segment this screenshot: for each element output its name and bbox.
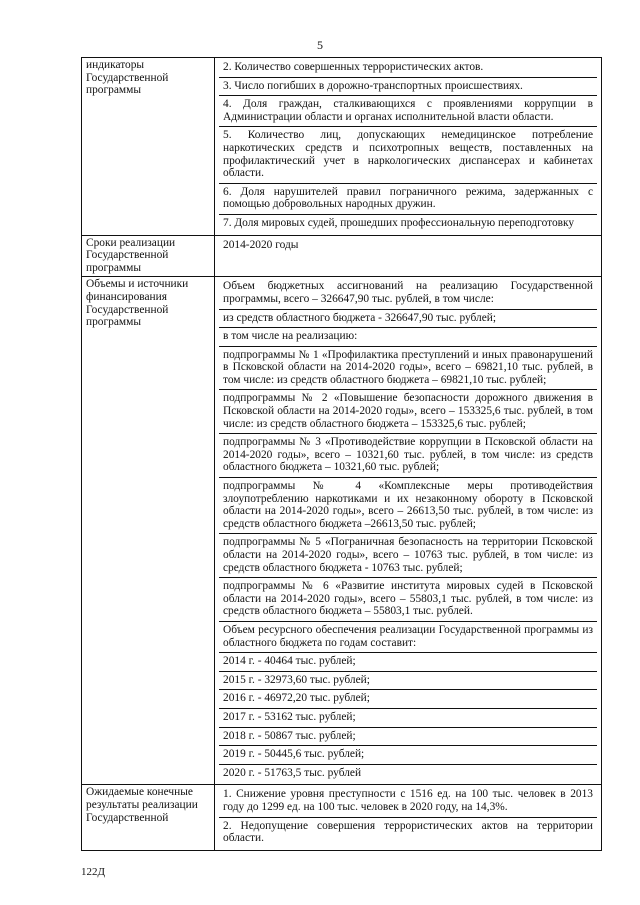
passport-table: [81, 57, 602, 851]
row-label: Объемы и источники финансирования Государственной программы: [82, 277, 215, 785]
row-label: индикаторы Государственной программы: [82, 58, 215, 236]
page-number: 5: [317, 38, 323, 52]
timeframe-value: 2014-2020 годы: [223, 238, 299, 251]
subprogram-financing: подпрограммы № 6 «Развитие института мировых судей в Псковской области на 2014-2020 годы», всего – 55803,1 тыс. рублей, в том числе: из средств областного бюджета – 55803,1 тыс. рублей.: [219, 577, 597, 621]
subprogram-financing: подпрограммы № 5 «Пограничная безопасность на территории Псковской области на 2014-2020 годы», всего – 10763 тыс. рублей, в том числе: из средств областного бюджета - 10763 тыс. рублей;: [219, 533, 597, 577]
year-financing: 2019 г. - 50445,6 тыс. рублей;: [219, 745, 597, 764]
financing-item: в том числе на реализацию:: [219, 327, 597, 346]
row-content: [215, 785, 602, 850]
year-financing: 2015 г. - 32973,60 тыс. рублей;: [219, 671, 597, 690]
financing-item: Объем ресурсного обеспечения реализации Государственной программы из областного бюджета по годам составит:: [219, 621, 597, 652]
year-financing: 2020 г. - 51763,5 тыс. рублей: [219, 764, 597, 783]
row-label: Ожидаемые конечные результаты реализации Государственной: [82, 785, 215, 850]
year-financing: 2018 г. - 50867 тыс. рублей;: [219, 727, 597, 746]
year-financing: 2014 г. - 40464 тыс. рублей;: [219, 652, 597, 671]
year-financing: 2017 г. - 53162 тыс. рублей;: [219, 708, 597, 727]
result-item: 2. Недопущение совершения террористических актов на территории области.: [219, 817, 597, 848]
subprogram-financing: подпрограммы № 3 «Противодействие коррупции в Псковской области на 2014-2020 годы», всего – 10321,60 тыс. рублей, в том числе: из средств областного бюджета – 10321,60 тыс. рублей;: [219, 433, 597, 477]
footer-code: 122Д: [81, 866, 106, 878]
indicator-item: 3. Число погибших в дорожно-транспортных происшествиях.: [219, 77, 597, 96]
indicator-item: 2. Количество совершенных террористических актов.: [223, 61, 484, 73]
row-content: [215, 235, 602, 277]
table-row-financing: [82, 277, 602, 785]
table-row-timeframe: [82, 235, 602, 277]
row-label: Сроки реализации Государственной программы: [82, 235, 215, 277]
subprogram-financing: подпрограммы № 4 «Комплексные меры противодействия злоупотреблению наркотиками и их незаконному обороту в Псковской области на 2014-2020 годы», всего – 26613,50 тыс. рублей, в том числе: из средств областного бюджета –26613,50 тыс. рублей;: [219, 477, 597, 533]
row-content: [215, 58, 602, 236]
row-content: [215, 277, 602, 785]
year-financing: 2016 г. - 46972,20 тыс. рублей;: [219, 689, 597, 708]
indicator-item: 7. Доля мировых судей, прошедших профессиональную переподготовку: [219, 214, 597, 233]
indicator-item: 6. Доля нарушителей правил пограничного режима, задержанных с помощью добровольных народных дружин.: [219, 183, 597, 214]
indicator-item: 5. Количество лиц, допускающих немедицинское потребление наркотических средств и психотропных веществ, поставленных на профилактический учет в наркологических диспансерах и кабинетах области.: [219, 126, 597, 182]
subprogram-financing: подпрограммы № 2 «Повышение безопасности дорожного движения в Псковской области на 2014-2020 годы», всего – 153325,6 тыс. рублей, в том числе: из средств областного бюджета – 153325,6 тыс. рублей;: [219, 389, 597, 433]
table-row-results: [82, 785, 602, 850]
subprogram-financing: подпрограммы № 1 «Профилактика преступлений и иных правонарушений в Псковской области на 2014-2020 годы», всего – 69821,10 тыс. рублей, в том числе: из средств областного бюджета – 69821,10 тыс. рублей;: [219, 346, 597, 390]
result-item: 1. Снижение уровня преступности с 1516 ед. на 100 тыс. человек в 2013 году до 1299 ед. на 100 тыс. человек в 2020 году, на 14,3%.: [223, 788, 593, 813]
indicator-item: 4. Доля граждан, сталкивающихся с проявлениями коррупции в Администрации области и органах исполнительной власти области.: [219, 95, 597, 126]
table-row-indicators: [82, 58, 602, 236]
financing-item: Объем бюджетных ассигнований на реализацию Государственной программы, всего – 326647,90 тыс. рублей, в том числе:: [223, 280, 593, 305]
financing-item: из средств областного бюджета - 326647,90 тыс. рублей;: [219, 309, 597, 328]
